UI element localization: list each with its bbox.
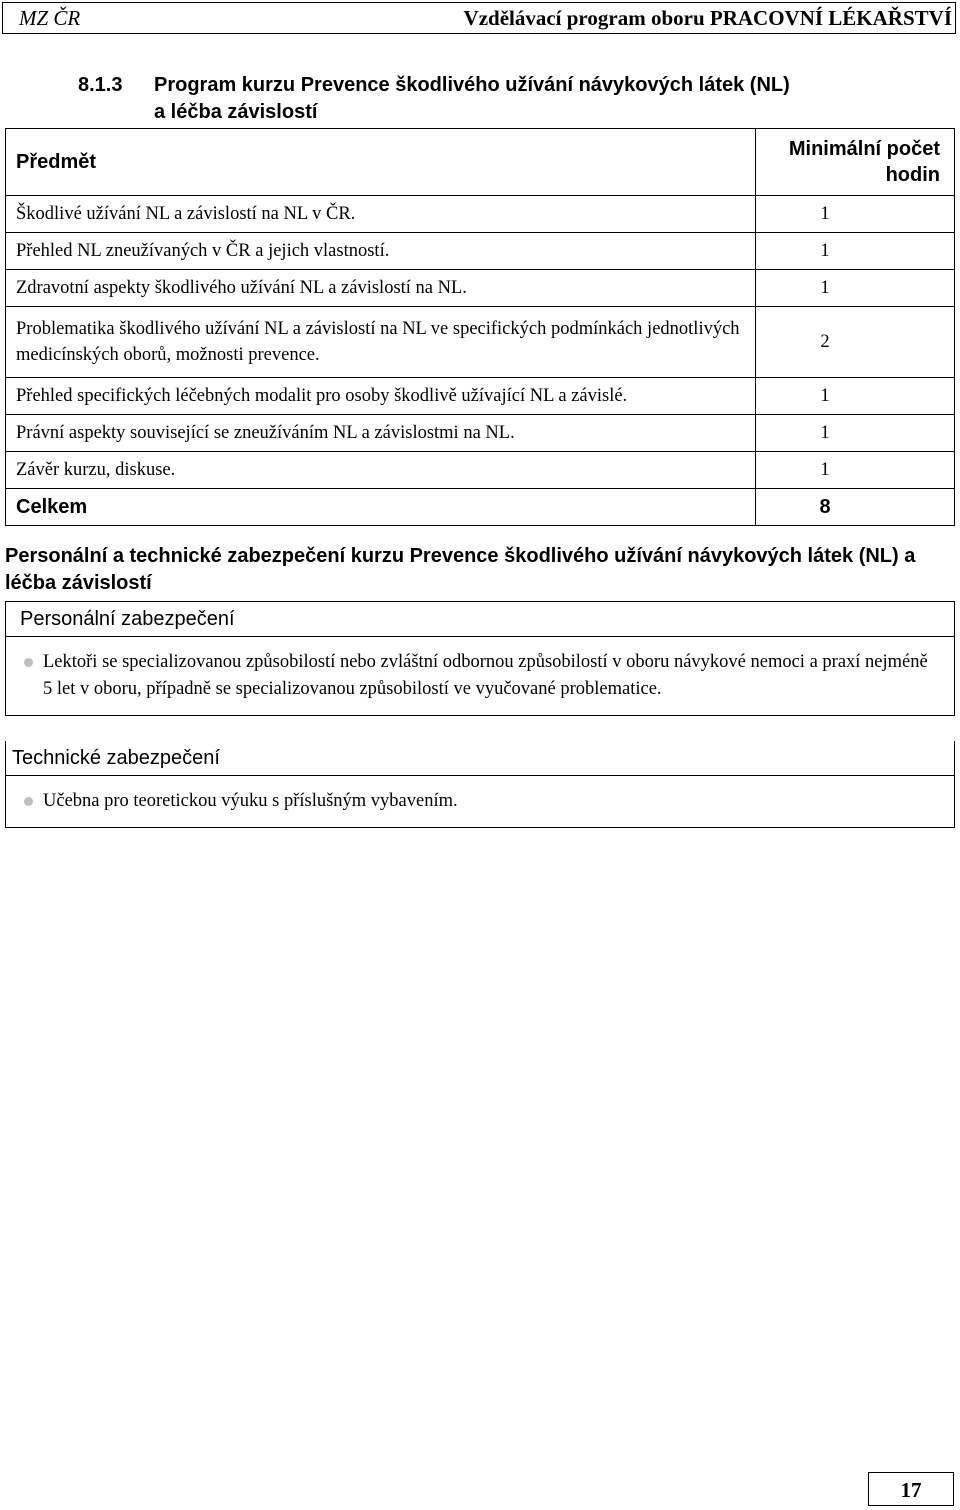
col-subject-header: Předmět	[6, 129, 756, 196]
row-hours: 1	[756, 270, 955, 307]
page-header	[2, 2, 956, 34]
table-row	[6, 233, 955, 270]
section-title-line1: Program kurzu Prevence škodlivého užívání návykových látek (NL)	[154, 74, 790, 96]
tech-box	[5, 741, 955, 828]
row-hours: 1	[756, 233, 955, 270]
total-hours: 8	[756, 489, 955, 526]
tech-list	[6, 776, 954, 827]
list-item-text: Učebna pro teoretickou výuku s příslušným vybavením.	[43, 791, 458, 811]
section-title	[78, 72, 938, 126]
tech-heading: Technické zabezpečení	[6, 741, 954, 776]
table-row	[6, 307, 955, 378]
section-title-line2: a léčba závislostí	[154, 101, 318, 123]
row-hours: 1	[756, 415, 955, 452]
row-subject: Přehled specifických léčebných modalit pro osoby škodlivě užívající NL a závislé.	[6, 378, 756, 415]
total-label: Celkem	[6, 489, 756, 526]
row-hours: 1	[756, 196, 955, 233]
table-row	[6, 196, 955, 233]
page-number: 17	[868, 1472, 954, 1506]
table-row	[6, 415, 955, 452]
table-row	[6, 270, 955, 307]
row-hours: 2	[756, 307, 955, 378]
staff-list	[6, 637, 954, 715]
table-total-row	[6, 489, 955, 526]
row-subject: Právní aspekty související se zneužíváním NL a závislostmi na NL.	[6, 415, 756, 452]
table-row	[6, 452, 955, 489]
row-subject: Škodlivé užívání NL a závislostí na NL v ČR.	[6, 196, 756, 233]
staff-heading: Personální zabezpečení	[6, 602, 954, 637]
col-hours-header: Minimální počet hodin	[756, 129, 955, 196]
personnel-section-title: Personální a technické zabezpečení kurzu Prevence škodlivého užívání návykových látek (NL) a léčba závislostí	[5, 545, 916, 594]
section-number: 8.1.3	[78, 74, 123, 96]
staff-box	[5, 601, 955, 716]
hours-table	[5, 128, 955, 526]
bullet-icon	[24, 658, 33, 667]
row-subject: Problematika škodlivého užívání NL a závislostí na NL ve specifických podmínkách jednotlivých medicínských oborů, možnosti prevence.	[6, 307, 756, 378]
list-item	[23, 788, 934, 815]
table-row	[6, 378, 955, 415]
row-subject: Přehled NL zneužívaných v ČR a jejich vlastností.	[6, 233, 756, 270]
bullet-icon	[24, 797, 33, 806]
list-item-text: Lektoři se specializovanou způsobilostí nebo zvláštní odbornou způsobilostí v oboru návykové nemoci a praxí nejméně 5 let v oboru, případně se specializovanou způsobilostí ve vyučované problematice.	[43, 652, 928, 699]
row-hours: 1	[756, 452, 955, 489]
list-item	[23, 649, 934, 703]
header-program-title: Vzdělávací program oboru PRACOVNÍ LÉKAŘSTVÍ	[463, 5, 952, 30]
row-subject: Zdravotní aspekty škodlivého užívání NL a závislostí na NL.	[6, 270, 756, 307]
row-subject: Závěr kurzu, diskuse.	[6, 452, 756, 489]
row-hours: 1	[756, 378, 955, 415]
header-ministry: MZ ČR	[19, 5, 81, 30]
table-header-row	[6, 129, 955, 196]
